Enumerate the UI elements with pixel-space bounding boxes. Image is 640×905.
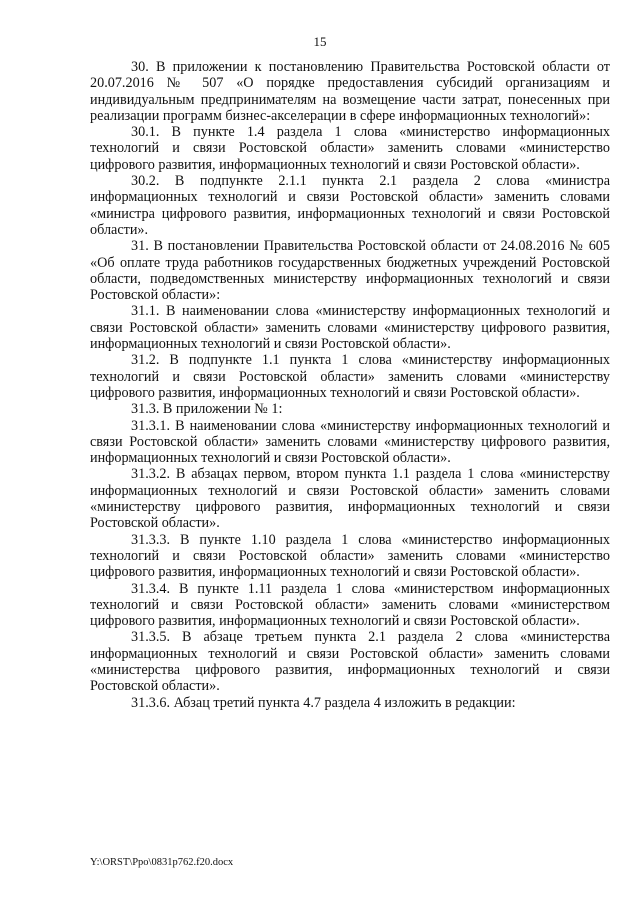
paragraph-30-1: 30.1. В пункте 1.4 раздела 1 слова «министерство информационных технологий и связи Ростовской области» заменить словами «министерство цифрового развития, информационных технологий и связи Ростовской области». — [90, 124, 610, 173]
paragraph-30: 30. В приложении к постановлению Правительства Ростовской области от 20.07.2016 № 507 «О порядке предоставления субсидий организациям и индивидуальным предпринимателям на возмещение части затрат, понесенных при реализации программ бизнес-акселерации в сфере информационных технологий»: — [90, 59, 610, 124]
paragraph-31-1: 31.1. В наименовании слова «министерству информационных технологий и связи Ростовской области» заменить словами «министерству цифрового развития, информационных технологий и связи Ростовской области». — [90, 303, 610, 353]
paragraph-31-3-6: 31.3.6. Абзац третий пункта 4.7 раздела 4 изложить в редакции: — [131, 694, 516, 711]
paragraph-31-3-3: 31.3.3. В пункте 1.10 раздела 1 слова «министерство информационных технологий и связи Ростовской области» заменить словами «министерство цифрового развития, информационных технологий и связи Ростовской области». — [90, 531, 610, 581]
paragraph-31-3-5: 31.3.5. В абзаце третьем пункта 2.1 раздела 2 слова «министерства информационных технологий и связи Ростовской области» заменить словами «министерства цифрового развития, информационных технологий и связи Ростовской области». — [90, 629, 610, 695]
footer-file-path: Y:\ORST\Ppo\0831p762.f20.docx — [90, 857, 234, 868]
paragraph-31-2: 31.2. В подпункте 1.1 пункта 1 слова «министерству информационных технологий и связи Ростовской области» заменить словами «министерству цифрового развития, информационных технологий и связи Ростовской области». — [90, 352, 610, 401]
document-body — [90, 59, 610, 711]
paragraph-31: 31. В постановлении Правительства Ростовской области от 24.08.2016 № 605 «Об оплате труда работников государственных бюджетных учреждений Ростовской области, подведомственных министерству информационных технологий и связи Ростовской области»: — [90, 238, 610, 304]
paragraph-31-3-2: 31.3.2. В абзацах первом, втором пункта 1.1 раздела 1 слова «министерству информационных технологий и связи Ростовской области» заменить словами «министерству цифрового развития, информационных технологий и связи Ростовской области». — [90, 466, 610, 532]
paragraph-31-3-1: 31.3.1. В наименовании слова «министерству информационных технологий и связи Ростовской области» заменить словами «министерству цифрового развития, информационных технологий и связи Ростовской области». — [90, 417, 610, 467]
paragraph-31-3: 31.3. В приложении № 1: — [131, 401, 283, 418]
page-number: 15 — [313, 34, 327, 49]
paragraph-31-3-4: 31.3.4. В пункте 1.11 раздела 1 слова «министерством информационных технологий и связи Ростовской области» заменить словами «министерством цифрового развития, информационных технологий и связи Ростовской области». — [90, 580, 610, 630]
paragraph-30-2: 30.2. В подпункте 2.1.1 пункта 2.1 раздела 2 слова «министра информационных технологий и связи Ростовской области» заменить словами «министра цифрового развития, информационных технологий и связи Ростовской области». — [90, 173, 610, 238]
